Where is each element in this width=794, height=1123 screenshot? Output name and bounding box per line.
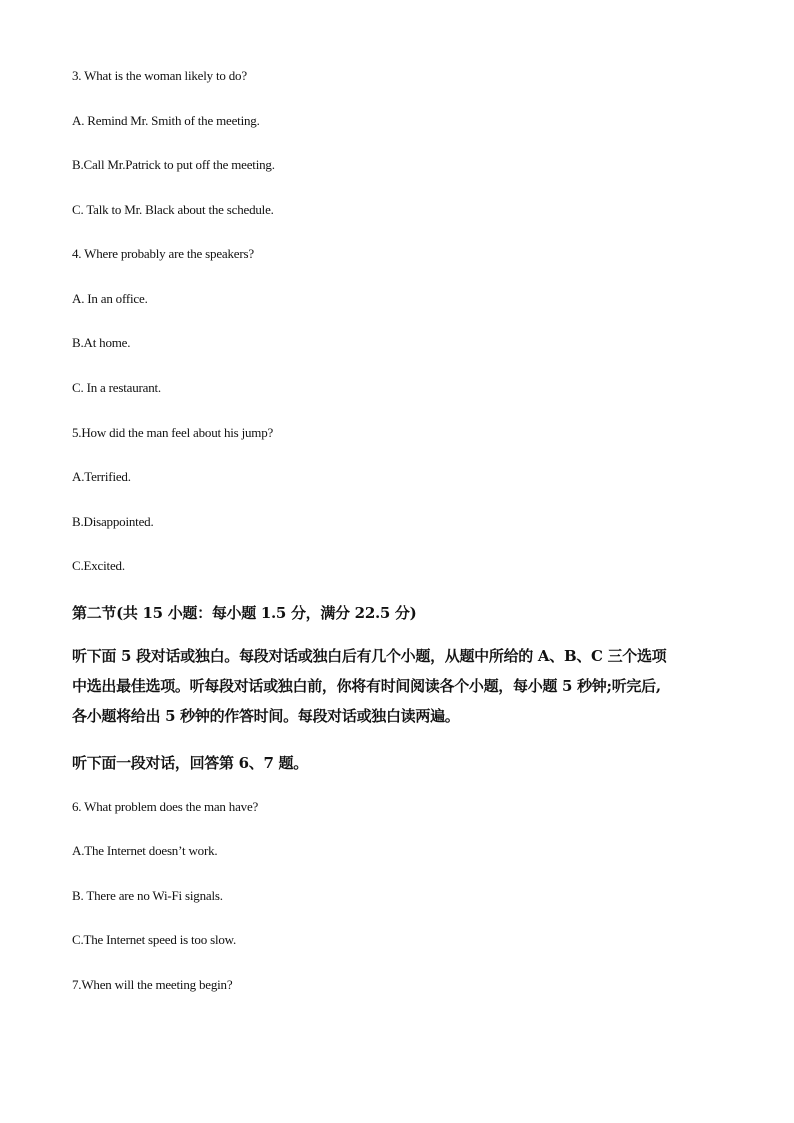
question-6-option-a: A.The Internet doesn’t work. bbox=[72, 843, 218, 858]
question-6-option-b: B. There are no Wi-Fi signals. bbox=[72, 888, 223, 903]
instruction-line: 各小题将给出 5 秒钟的作答时间。每段对话或独白读两遍。 bbox=[72, 707, 460, 725]
question-4-option-b: B.At home. bbox=[72, 335, 131, 350]
question-5: 5.How did the man feel about his jump? bbox=[72, 425, 274, 440]
sub-instruction: 听下面一段对话，回答第 6、7 题。 bbox=[72, 754, 308, 772]
question-4: 4. Where probably are the speakers? bbox=[72, 246, 254, 261]
section-heading: 第二节(共 15 小题：每小题 1.5 分，满分 22.5 分) bbox=[72, 604, 417, 622]
question-4-option-c: C. In a restaurant. bbox=[72, 380, 161, 395]
question-4-option-a: A. In an office. bbox=[72, 291, 148, 306]
instruction-line: 听下面 5 段对话或独白。每段对话或独白后有几个小题，从题中所给的 A、B、C 三个选项 bbox=[72, 647, 667, 665]
question-3-option-c: C. Talk to Mr. Black about the schedule. bbox=[72, 202, 274, 217]
instruction-line: 中选出最佳选项。听每段对话或独白前，你将有时间阅读各个小题，每小题 5 秒钟;听完后, bbox=[72, 677, 661, 695]
question-5-option-b: B.Disappointed. bbox=[72, 514, 154, 529]
question-6: 6. What problem does the man have? bbox=[72, 799, 259, 814]
question-3: 3. What is the woman likely to do? bbox=[72, 68, 247, 83]
question-3-option-b: B.Call Mr.Patrick to put off the meeting. bbox=[72, 157, 275, 172]
question-5-option-c: C.Excited. bbox=[72, 558, 125, 573]
question-7: 7.When will the meeting begin? bbox=[72, 977, 233, 992]
question-3-option-a: A. Remind Mr. Smith of the meeting. bbox=[72, 113, 260, 128]
question-5-option-a: A.Terrified. bbox=[72, 469, 131, 484]
section-instructions bbox=[72, 641, 732, 731]
question-6-option-c: C.The Internet speed is too slow. bbox=[72, 932, 237, 947]
